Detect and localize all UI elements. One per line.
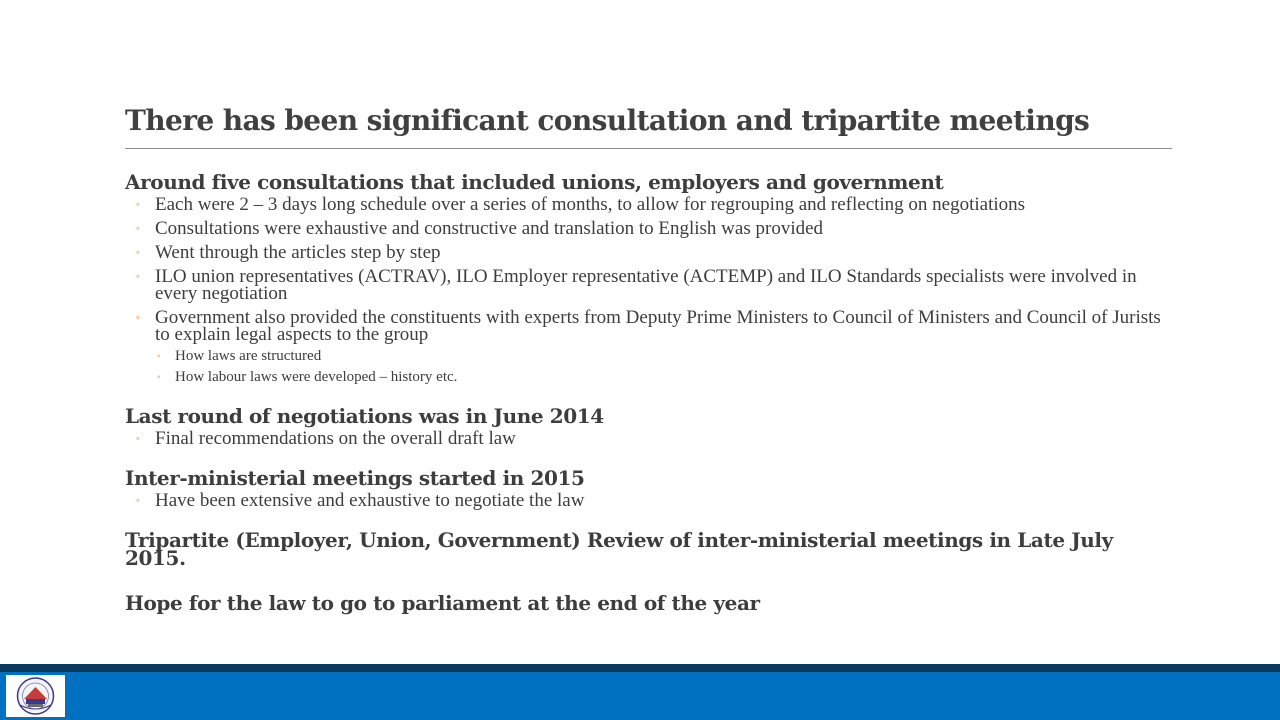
section-consultations — [125, 168, 1175, 385]
list-item — [125, 244, 1175, 261]
list-item-text: Went through the articles step by step — [155, 242, 441, 263]
sub-list-item-text: How labour laws were developed – history etc. — [175, 369, 458, 385]
section-heading: Inter-ministerial meetings started in 2015 — [125, 466, 585, 490]
bullet-icon: ◦ — [136, 199, 140, 211]
list-item — [125, 309, 1175, 385]
sub-list-item — [155, 370, 1175, 385]
list-item-text: ILO union representatives (ACTRAV), ILO Employer representative (ACTEMP) and ILO Standards specialists were involved in every negotiation — [155, 266, 1137, 304]
section-inter-ministerial — [125, 464, 1175, 509]
section-parliament — [125, 589, 1175, 617]
footer-blue-band — [0, 672, 1280, 720]
slide-content — [125, 168, 1175, 634]
sub-list-item — [155, 349, 1175, 364]
list-item-text: Have been extensive and exhaustive to negotiate the law — [155, 490, 585, 511]
bullet-icon: ◦ — [157, 372, 161, 383]
list-item-text: Government also provided the constituents with experts from Deputy Prime Ministers to Council of Ministers and Council of Jurists to explain legal aspects to the group — [155, 307, 1161, 345]
bullet-icon: ◦ — [136, 247, 140, 259]
section-heading: Tripartite (Employer, Union, Government) Review of inter-ministerial meetings in Late July 2015. — [125, 528, 1113, 570]
section-heading: Last round of negotiations was in June 2014 — [125, 404, 604, 428]
slide-title: There has been significant consultation and tripartite meetings — [125, 104, 1090, 137]
bullet-icon: ◦ — [136, 495, 140, 507]
bullet-list — [125, 196, 1175, 385]
bullet-icon: ◦ — [157, 351, 161, 362]
title-divider — [125, 148, 1172, 149]
list-item-text: Final recommendations on the overall draft law — [155, 428, 516, 449]
list-item-text: Consultations were exhaustive and constructive and translation to English was provided — [155, 218, 824, 239]
organization-seal-logo — [6, 675, 65, 717]
bullet-icon: ◦ — [136, 312, 140, 324]
bullet-icon: ◦ — [136, 433, 140, 445]
section-tripartite-review — [125, 526, 1175, 572]
list-item — [125, 268, 1175, 302]
section-heading: Hope for the law to go to parliament at the end of the year — [125, 591, 760, 615]
bullet-icon: ◦ — [136, 223, 140, 235]
bullet-list — [125, 492, 1175, 509]
footer-dark-band — [0, 664, 1280, 672]
list-item — [125, 492, 1175, 509]
list-item — [125, 220, 1175, 237]
bullet-icon: ◦ — [136, 271, 140, 283]
list-item-text: Each were 2 – 3 days long schedule over a series of months, to allow for regrouping and reflecting on negotiations — [155, 194, 1026, 215]
sub-bullet-list — [155, 349, 1175, 385]
bullet-list — [125, 430, 1175, 447]
sub-list-item-text: How laws are structured — [175, 348, 322, 364]
section-heading: Around five consultations that included unions, employers and government — [125, 170, 944, 194]
section-last-round — [125, 402, 1175, 447]
list-item — [125, 430, 1175, 447]
list-item — [125, 196, 1175, 213]
